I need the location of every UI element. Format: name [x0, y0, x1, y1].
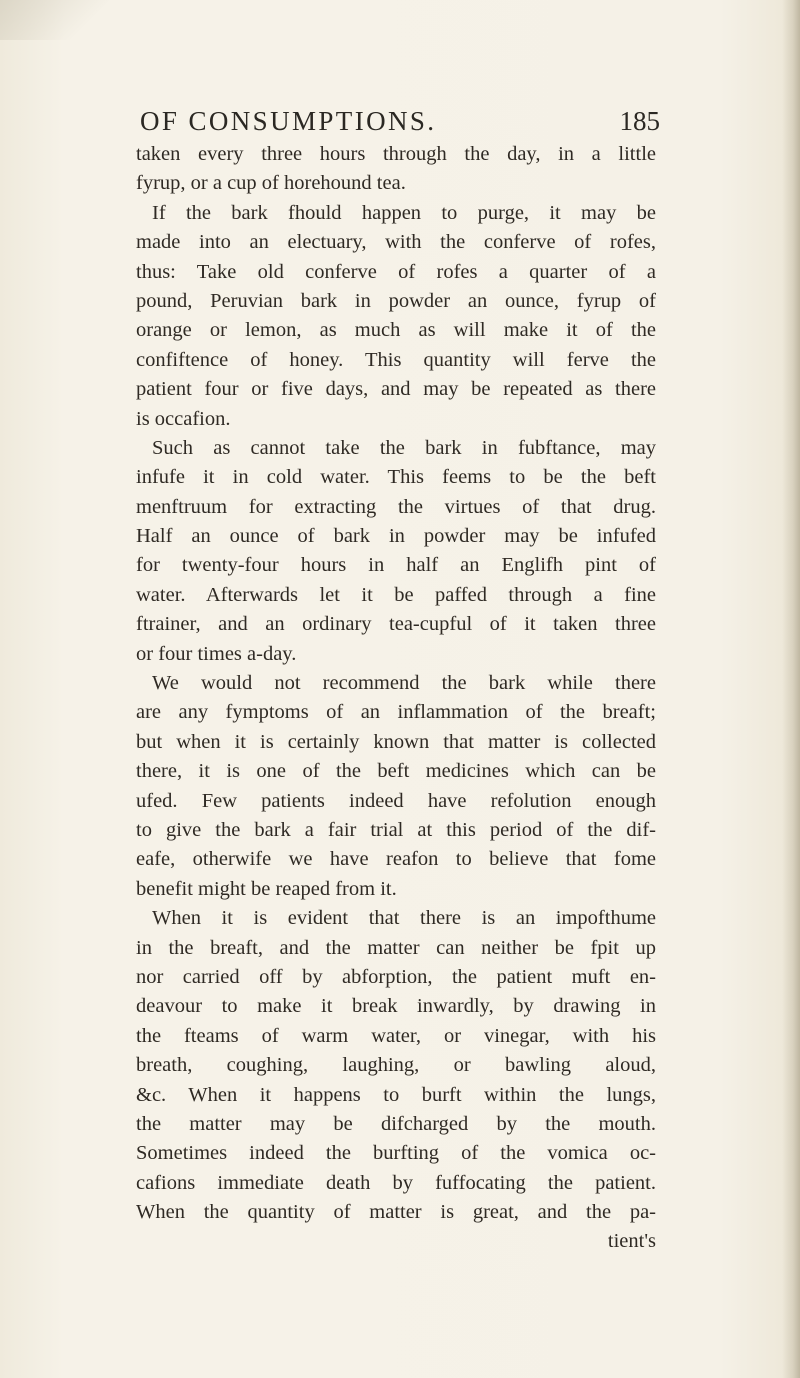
text-line: We would not recommend the bark while there: [152, 672, 656, 695]
text-line: &c. When it happens to burft within the lungs,: [136, 1083, 656, 1106]
text-line: taken every three hours through the day, in a little: [136, 143, 656, 165]
text-line: or four times a-day.: [136, 642, 297, 665]
page-number: 185: [619, 106, 660, 136]
page-edge-shadow: [782, 0, 800, 1378]
text-line: orange or lemon, as much as will make it of the: [136, 319, 656, 342]
text-line: Sometimes indeed the burfting of the vomica oc-: [136, 1142, 656, 1165]
text-line: breath, coughing, laughing, or bawling aloud,: [136, 1054, 656, 1077]
text-line: ufed. Few patients indeed have refolution enough: [136, 789, 656, 812]
text-line: in the breaft, and the matter can neither be fpit up: [136, 936, 656, 959]
text-line: menftruum for extracting the virtues of that drug.: [136, 495, 656, 518]
text-line: nor carried off by abforption, the patient muft en-: [136, 965, 656, 988]
text-line: fyrup, or a cup of horehound tea.: [136, 172, 406, 195]
text-line: to give the bark a fair trial at this period of the dif-: [136, 818, 656, 841]
catchword: tient's: [607, 1230, 656, 1253]
text-line: made into an electuary, with the conferve of rofes,: [136, 231, 656, 254]
text-line: When it is evident that there is an impofthume: [152, 907, 656, 930]
text-line: Such as cannot take the bark in fubftance, may: [152, 436, 656, 459]
text-line: the fteams of warm water, or vinegar, with his: [136, 1024, 656, 1047]
page-corner-shadow: [0, 0, 120, 40]
text-line: but when it is certainly known that matter is collected: [136, 730, 656, 753]
text-line: benefit might be reaped from it.: [136, 877, 397, 900]
text-line: When the quantity of matter is great, and the pa-: [136, 1201, 656, 1224]
text-line: for twenty-four hours in half an Englifh pint of: [136, 554, 656, 577]
body-text: [136, 140, 656, 1257]
text-line: infufe it in cold water. This feems to be the beft: [136, 466, 656, 489]
text-line: Half an ounce of bark in powder may be infufed: [136, 525, 656, 548]
text-line: deavour to make it break inwardly, by drawing in: [136, 995, 656, 1018]
text-line: cafions immediate death by fuffocating the patient.: [136, 1171, 656, 1194]
text-line: eafe, otherwife we have reafon to believe that fome: [136, 848, 656, 871]
text-line: there, it is one of the beft medicines which can be: [136, 760, 656, 783]
running-head: [140, 106, 660, 140]
text-line: ftrainer, and an ordinary tea-cupful of it taken three: [136, 613, 656, 636]
text-line: is occafion.: [136, 407, 231, 430]
text-line: confiftence of honey. This quantity will ferve the: [136, 348, 656, 371]
running-title: OF CONSUMPTIONS.: [140, 106, 437, 136]
text-line: water. Afterwards let it be paffed through a fine: [136, 583, 656, 606]
text-line: If the bark fhould happen to purge, it may be: [152, 201, 656, 224]
text-line: patient four or five days, and may be repeated as there: [136, 378, 656, 401]
text-line: thus: Take old conferve of rofes a quarter of a: [136, 260, 656, 283]
text-line: are any fymptoms of an inflammation of the breaft;: [136, 701, 656, 724]
text-line: pound, Peruvian bark in powder an ounce, fyrup of: [136, 289, 656, 312]
text-line: the matter may be difcharged by the mouth.: [136, 1112, 656, 1135]
